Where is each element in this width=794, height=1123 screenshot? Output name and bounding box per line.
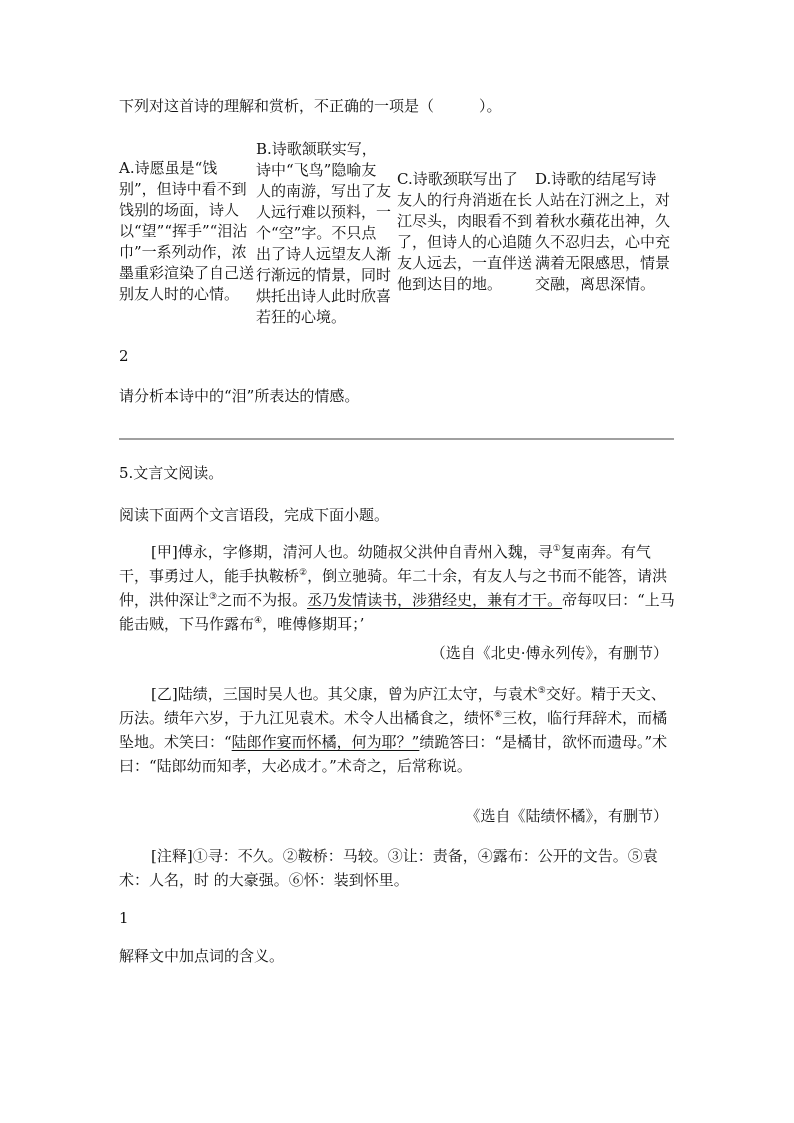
footnote-marker: ⑤ bbox=[537, 686, 546, 696]
footnote-marker: ④ bbox=[254, 616, 263, 626]
passage-text: 帝每叹曰：“上马能击贼，下马作露布 bbox=[119, 591, 675, 633]
underlined-sentence: 丞乃发情读书，涉猎经史，兼有才干。 bbox=[307, 591, 563, 609]
option-c-text: 诗歌颈联写出了友人的行舟消逝在长江尽头，肉眼看不到了，但诗人的心追随友人远去，一直伴送他到达目的地。 bbox=[397, 170, 533, 293]
subquestion-prompt: 解释文中加点词的含义。 bbox=[119, 947, 285, 965]
passage-text: 复南奔。有气干，事勇过人，能手执鞍桥 bbox=[119, 543, 651, 585]
underlined-sentence: 陆郎作宴而怀橘，何为耶？” bbox=[231, 733, 420, 751]
passage-text: ，唯傅修期耳；’ bbox=[262, 615, 365, 633]
passage-tag: [甲] bbox=[151, 543, 178, 561]
passage-text: 陆绩，三国时吴人也。其父康，曾为庐江太守，与袁术 bbox=[177, 685, 538, 703]
footnote-marker: ⑥ bbox=[494, 710, 503, 720]
option-d-text: 诗歌的结尾写诗人站在汀洲之上，对着秋水蘋花出神，久久不忍归去，心中充满着无限感思，情景交融，离思深情。 bbox=[535, 170, 671, 293]
section-title: 5.文言文阅读。 bbox=[119, 464, 224, 482]
question-stem: 下列对这首诗的理解和赏析，不正确的一项是（ ）。 bbox=[119, 97, 502, 115]
subquestion-number: 1 bbox=[119, 909, 129, 927]
passage-tag: [乙] bbox=[151, 685, 178, 703]
footnote-marker: ② bbox=[299, 568, 308, 578]
option-a-label: A. bbox=[119, 159, 135, 177]
passage-text: 绩跪答曰：“是橘甘，欲怀而遗母。”术曰：“陆郎幼而知孝，大必成才。”术奇之，后常称说。 bbox=[119, 733, 668, 775]
passage-text: 之而不为报。 bbox=[217, 591, 308, 609]
passage-jia bbox=[119, 540, 675, 636]
option-c-label: C. bbox=[397, 170, 413, 188]
footnote-marker: ① bbox=[552, 544, 561, 554]
option-b-label: B. bbox=[256, 140, 272, 158]
annotation-notes: [注释]①寻：不久。②鞍桥：马较。③让：责备，④露布：公开的文告。⑤袁术：人名，时 的大豪强。⑥怀：装到怀里。 bbox=[119, 847, 658, 889]
answer-options bbox=[117, 136, 673, 346]
passage-yi bbox=[119, 682, 675, 778]
option-b[interactable] bbox=[256, 139, 391, 328]
option-d-label: D. bbox=[535, 170, 552, 188]
passage-source: （选自《北史·傅永列传》，有删节） bbox=[430, 644, 668, 662]
option-a[interactable] bbox=[119, 158, 254, 305]
option-d[interactable] bbox=[535, 169, 670, 295]
passage-text: 傅永，字修期，清河人也。幼随叔父洪仲自青州入魏，寻 bbox=[177, 543, 553, 561]
option-b-text: 诗歌颔联实写，诗中“飞鸟”隐喻友人的南游，写出了友人远行难以预料，一个“空”字。不只点出了诗人远望友人渐行渐远的情景，同时烘托出诗人此时欣喜若狂的心境。 bbox=[256, 140, 392, 326]
passage-text: 三枚，临行拜辞术，而橘坠地。术笑曰：“ bbox=[119, 709, 668, 751]
option-a-text: 诗愿虽是“饯别”，但诗中看不到饯别的场面，诗人以“望”“挥手”“泪沾巾”一系列动作，浓墨重彩渲染了自己送别友人时的心情。 bbox=[119, 159, 255, 303]
passage-text: ，倒立驰骑。年二十余，有友人与之书而不能答，请洪仲，洪仲深让 bbox=[119, 567, 668, 609]
subquestion-number: 2 bbox=[119, 347, 129, 365]
passage-source: 《选自《陆绩怀橘》，有删节） bbox=[465, 807, 668, 825]
passage-text: 交好。精于天文、历法。绩年六岁，于九江见袁术。术令人出橘食之，绩怀 bbox=[119, 685, 666, 727]
section-intro: 阅读下面两个文言语段，完成下面小题。 bbox=[119, 506, 390, 524]
option-c[interactable] bbox=[397, 169, 532, 295]
subquestion-prompt: 请分析本诗中的“泪”所表达的情感。 bbox=[119, 387, 360, 405]
section-divider bbox=[119, 438, 674, 440]
footnote-marker: ③ bbox=[209, 592, 218, 602]
